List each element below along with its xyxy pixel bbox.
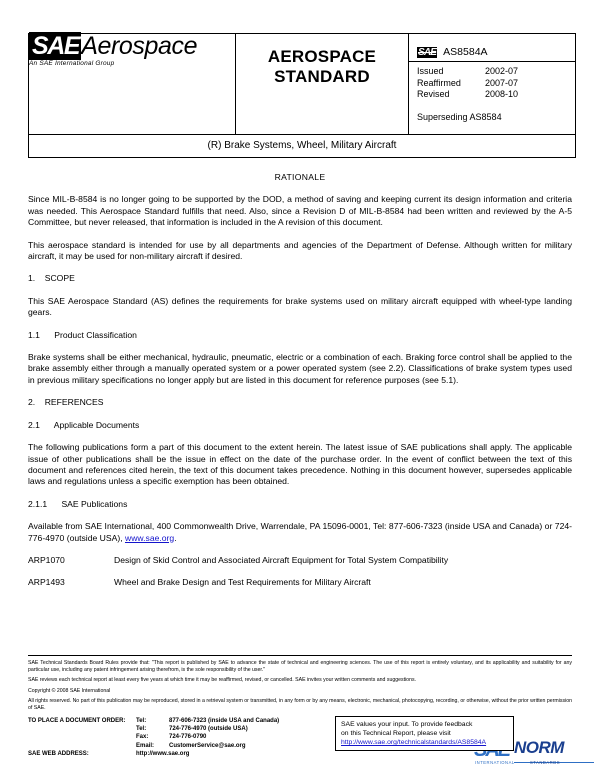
reference-id: ARP1493: [28, 577, 65, 588]
sae-publications-heading: 2.1.1 SAE Publications: [28, 498, 128, 509]
footer-legal-1: SAE Technical Standards Board Rules provide that: "This report is published by SAE to advance the state of technical and engineering sciences. The use of this report is entirely voluntary, and its applicability and suitability for any particular use, including any patent infringement arising therefrom, is the sole responsibility of the user.": [28, 660, 572, 673]
footer-legal-3: All rights reserved. No part of this publication may be reproduced, stored in a retrieval system or transmitted, in any form or by any means, electronic, mechanical, photocopying, recording, or otherwise, without the prior written permission of SAE.: [28, 698, 572, 711]
aerospace-logo-text: Aerospace: [81, 32, 198, 60]
order-value-tel-outside: 724-776-4970 (outside USA): [169, 725, 248, 732]
document-number: AS8584A: [443, 46, 488, 58]
reference-title: Design of Skid Control and Associated Aircraft Equipment for Total System Compatibility: [114, 554, 449, 565]
document-dates: [409, 62, 575, 103]
sae-aerospace-logo: [29, 34, 235, 67]
logo-tagline: An SAE International Group: [29, 60, 115, 67]
watermark-rule: [514, 762, 594, 763]
feedback-url-link[interactable]: http://www.sae.org/technicalstandards/AS8584A: [341, 739, 487, 746]
watermark-subtext-right: STANDARDS: [530, 760, 561, 765]
reference-id: ARP1070: [28, 554, 65, 565]
order-key-fax: Fax:: [136, 734, 149, 741]
scope-paragraph: This SAE Aerospace Standard (AS) defines the requirements for brake systems used on military aircraft equipped with wheel-type landing gears.: [28, 295, 572, 318]
order-label-spacer: [28, 742, 136, 750]
order-row-tel-inside: [28, 717, 328, 725]
availability-text-end: .: [174, 532, 177, 543]
sae-logo-text: SAE: [29, 32, 81, 60]
product-classification-heading: 1.1 Product Classification: [28, 329, 137, 340]
watermark-text: NORM: [514, 738, 564, 757]
reference-item: [28, 577, 572, 588]
order-label-spacer: [28, 725, 136, 733]
scope-heading: 1. SCOPE: [28, 273, 75, 284]
footer-legal-2: SAE reviews each technical report at least every five years at which time it may be reaffirmed, revised, or cancelled. SAE invites your written comments and suggestions.: [28, 677, 416, 684]
feedback-line-1: SAE values your input. To provide feedback: [341, 721, 473, 728]
order-row-email: [28, 742, 328, 750]
availability-text: Available from SAE International, 400 Commonwealth Drive, Warrendale, PA 15096-0001, Tel: 877-606-7323 (inside USA and Canada) or 724-776-4970 (outside USA),: [28, 521, 572, 543]
web-address-label: SAE WEB ADDRESS:: [28, 751, 89, 758]
document-number-row: [409, 34, 575, 62]
logo-wordmark: [29, 34, 235, 59]
reaffirmed-value: 2007-07: [485, 77, 519, 88]
sae-mark-icon: SAE: [418, 47, 437, 58]
applicable-documents-heading: 2.1 Applicable Documents: [28, 419, 140, 430]
issued-value: 2002-07: [485, 66, 519, 76]
reference-item: [28, 555, 572, 566]
document-body: [28, 172, 572, 589]
document-page: [28, 33, 572, 600]
order-key-tel: Tel:: [136, 717, 147, 724]
meta-row-issued: [417, 66, 575, 78]
document-type-line-2: STANDARD: [274, 67, 370, 86]
order-information: [28, 717, 328, 759]
applicable-documents-paragraph: The following publications form a part of this document to the extent herein. The latest issue of SAE publications shall apply. The applicable issue of other publications shall be the issue in effect on the date of the purchase order. In the event of conflict between the text of this document and references cited herein, the text of this document takes precedence. Nothing in this document however, supersedes applicable laws and regulations unless a specific exemption has been obtained.: [28, 442, 572, 487]
sae-website-link[interactable]: www.sae.org: [124, 532, 175, 543]
order-row-tel-outside: [28, 725, 328, 733]
rationale-heading: RATIONALE: [274, 172, 326, 182]
footer-divider: [28, 655, 572, 656]
web-address-value: http://www.sae.org: [136, 751, 190, 758]
watermark-subtext-left: INTERNATIONAL: [475, 760, 515, 765]
document-meta-cell: [409, 34, 576, 135]
order-key-tel-2: Tel:: [136, 725, 147, 732]
document-type-title: [236, 47, 408, 87]
document-header-table: [28, 33, 576, 158]
superseding-text: Superseding AS8584: [417, 111, 502, 122]
order-value-email: CustomerService@sae.org: [169, 742, 246, 749]
product-classification-paragraph: Brake systems shall be either mechanical, hydraulic, pneumatic, electric or a combination of each. Braking force control shall be applied to the brake assembly either through a manually operated system or a power operated system (see 2.2). Classifications of brake system types used in previous military specifications no longer apply but are listed in this document for reference purposes (see 5.1).: [28, 352, 572, 385]
order-row-fax: [28, 733, 328, 741]
revised-label: Revised: [417, 89, 450, 99]
references-heading: 2. REFERENCES: [28, 397, 104, 408]
issued-label: Issued: [417, 66, 444, 76]
feedback-line-2: on this Technical Report, please visit: [341, 730, 451, 737]
meta-row-reaffirmed: [417, 78, 575, 90]
order-label-spacer: [28, 733, 136, 741]
reaffirmed-label: Reaffirmed: [417, 77, 461, 88]
order-key-email: Email:: [136, 742, 155, 749]
document-type-line-1: AEROSPACE: [267, 47, 377, 66]
order-value-fax: 724-776-0790: [169, 734, 207, 741]
availability-paragraph: [28, 521, 572, 544]
order-row-web: [28, 750, 328, 758]
logo-cell: [29, 34, 236, 135]
feedback-box: [335, 716, 514, 751]
header-subtitle-row: [29, 135, 576, 158]
reference-title: Wheel and Brake Design and Test Requirements for Military Aircraft: [114, 577, 371, 588]
order-label: TO PLACE A DOCUMENT ORDER:: [28, 717, 126, 724]
document-subtitle: (R) Brake Systems, Wheel, Military Aircraft: [29, 135, 576, 158]
rationale-paragraph-2: This aerospace standard is intended for use by all departments and agencies of the Department of Defense. Although written for military aircraft, it may be used for non-military aircraft if desired.: [28, 239, 572, 262]
footer-copyright: Copyright © 2008 SAE International: [28, 687, 111, 694]
order-value-tel-inside: 877-606-7323 (inside USA and Canada): [169, 717, 280, 724]
revised-value: 2008-10: [485, 89, 519, 99]
header-main-row: [29, 34, 576, 135]
meta-row-revised: [417, 89, 575, 101]
document-type-cell: [236, 34, 409, 135]
rationale-paragraph-1: Since MIL-B-8584 is no longer going to be supported by the DOD, a method of saving and keeping current its design information and criteria was needed. This Aerospace Standard fulfills that need. Also, since a Revision D of MIL-B-8584 had been written and reviewed by the A-5 Committee, but never released, that information is included in the A revision of this document.: [28, 194, 572, 228]
